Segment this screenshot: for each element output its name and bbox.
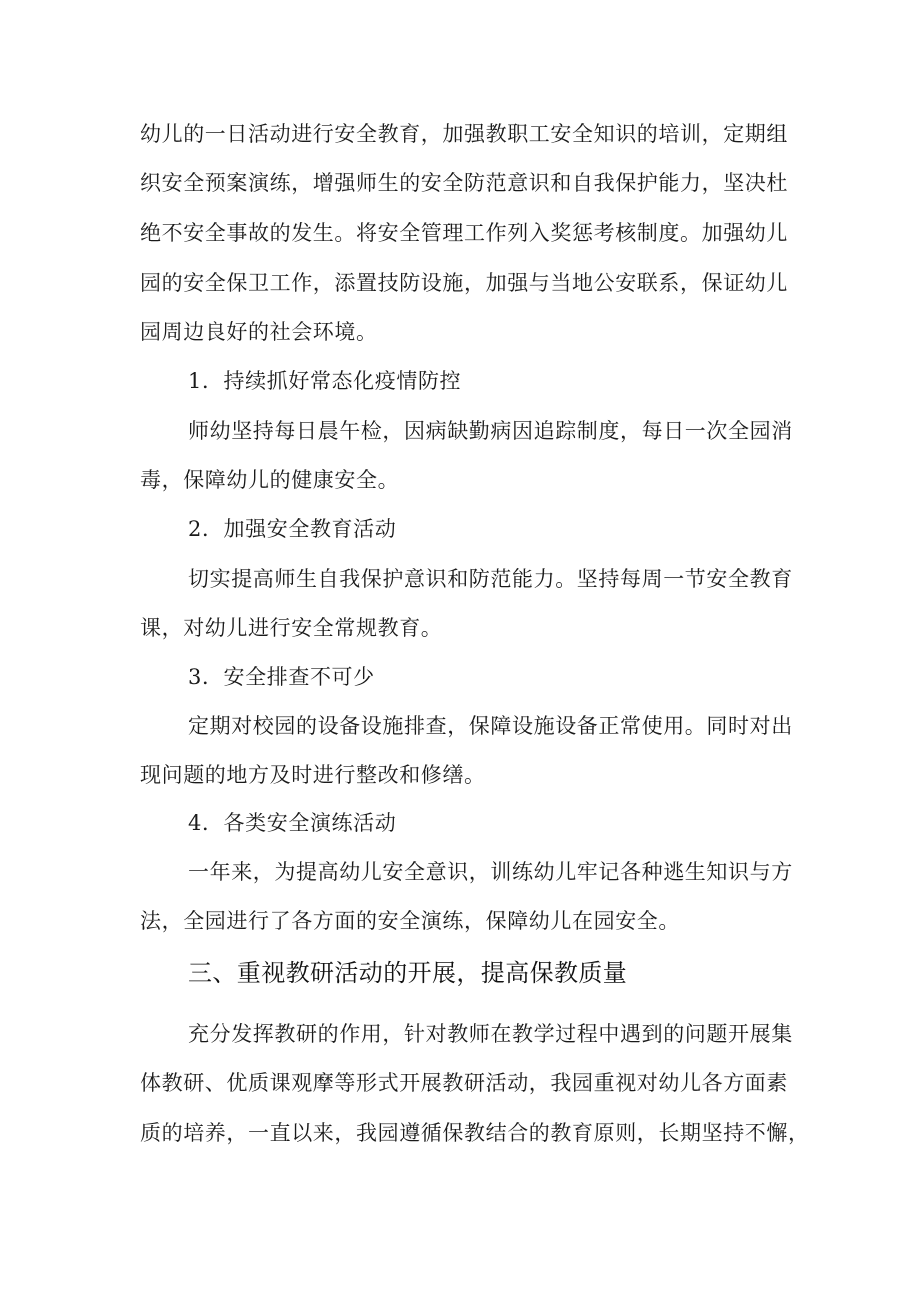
- paragraph-line: 定期对校园的设备设施排查，保障设施设备正常使用。同时对出: [188, 714, 793, 738]
- paragraph-line: 体教研、优质课观摩等形式开展教研活动，我园重视对幼儿各方面素: [140, 1071, 788, 1095]
- paragraph-line: 幼儿的一日活动进行安全教育，加强教职工安全知识的培训，定期组: [140, 122, 788, 146]
- paragraph-line: 充分发挥教研的作用，针对教师在教学过程中遇到的问题开展集: [188, 1022, 793, 1046]
- paragraph-line: 切实提高师生自我保护意识和防范能力。坚持每周一节安全教育: [188, 567, 793, 591]
- paragraph-line: 法，全园进行了各方面的安全演练，保障幼儿在园安全。: [140, 909, 680, 933]
- section-heading: 三、重视教研活动的开展，提高保教质量: [188, 959, 628, 987]
- paragraph-line: 现问题的地方及时进行整改和修缮。: [140, 763, 486, 787]
- paragraph-line: 织安全预案演练，增强师生的安全防范意识和自我保护能力，坚决杜: [140, 171, 788, 195]
- paragraph-line: 绝不安全事故的发生。将安全管理工作列入奖惩考核制度。加强幼儿: [140, 221, 788, 245]
- item-title: 3．安全排查不可少: [188, 665, 375, 689]
- paragraph-line: 园周边良好的社会环境。: [140, 320, 378, 344]
- item-title: 1．持续抓好常态化疫情防控: [188, 369, 462, 393]
- paragraph-line: 课，对幼儿进行安全常规教育。: [140, 616, 443, 640]
- paragraph-line: 质的培养，一直以来，我园遵循保教结合的教育原则，长期坚持不懈，: [140, 1121, 810, 1145]
- paragraph-line: 一年来，为提高幼儿安全意识，训练幼儿牢记各种逃生知识与方: [188, 860, 793, 884]
- item-title: 2．加强安全教育活动: [188, 517, 397, 541]
- item-title: 4．各类安全演练活动: [188, 811, 397, 835]
- paragraph-line: 师幼坚持每日晨午检，因病缺勤病因追踪制度，每日一次全园消: [188, 419, 793, 443]
- paragraph-line: 园的安全保卫工作，添置技防设施，加强与当地公安联系，保证幼儿: [140, 271, 788, 295]
- paragraph-line: 毒，保障幼儿的健康安全。: [140, 468, 400, 492]
